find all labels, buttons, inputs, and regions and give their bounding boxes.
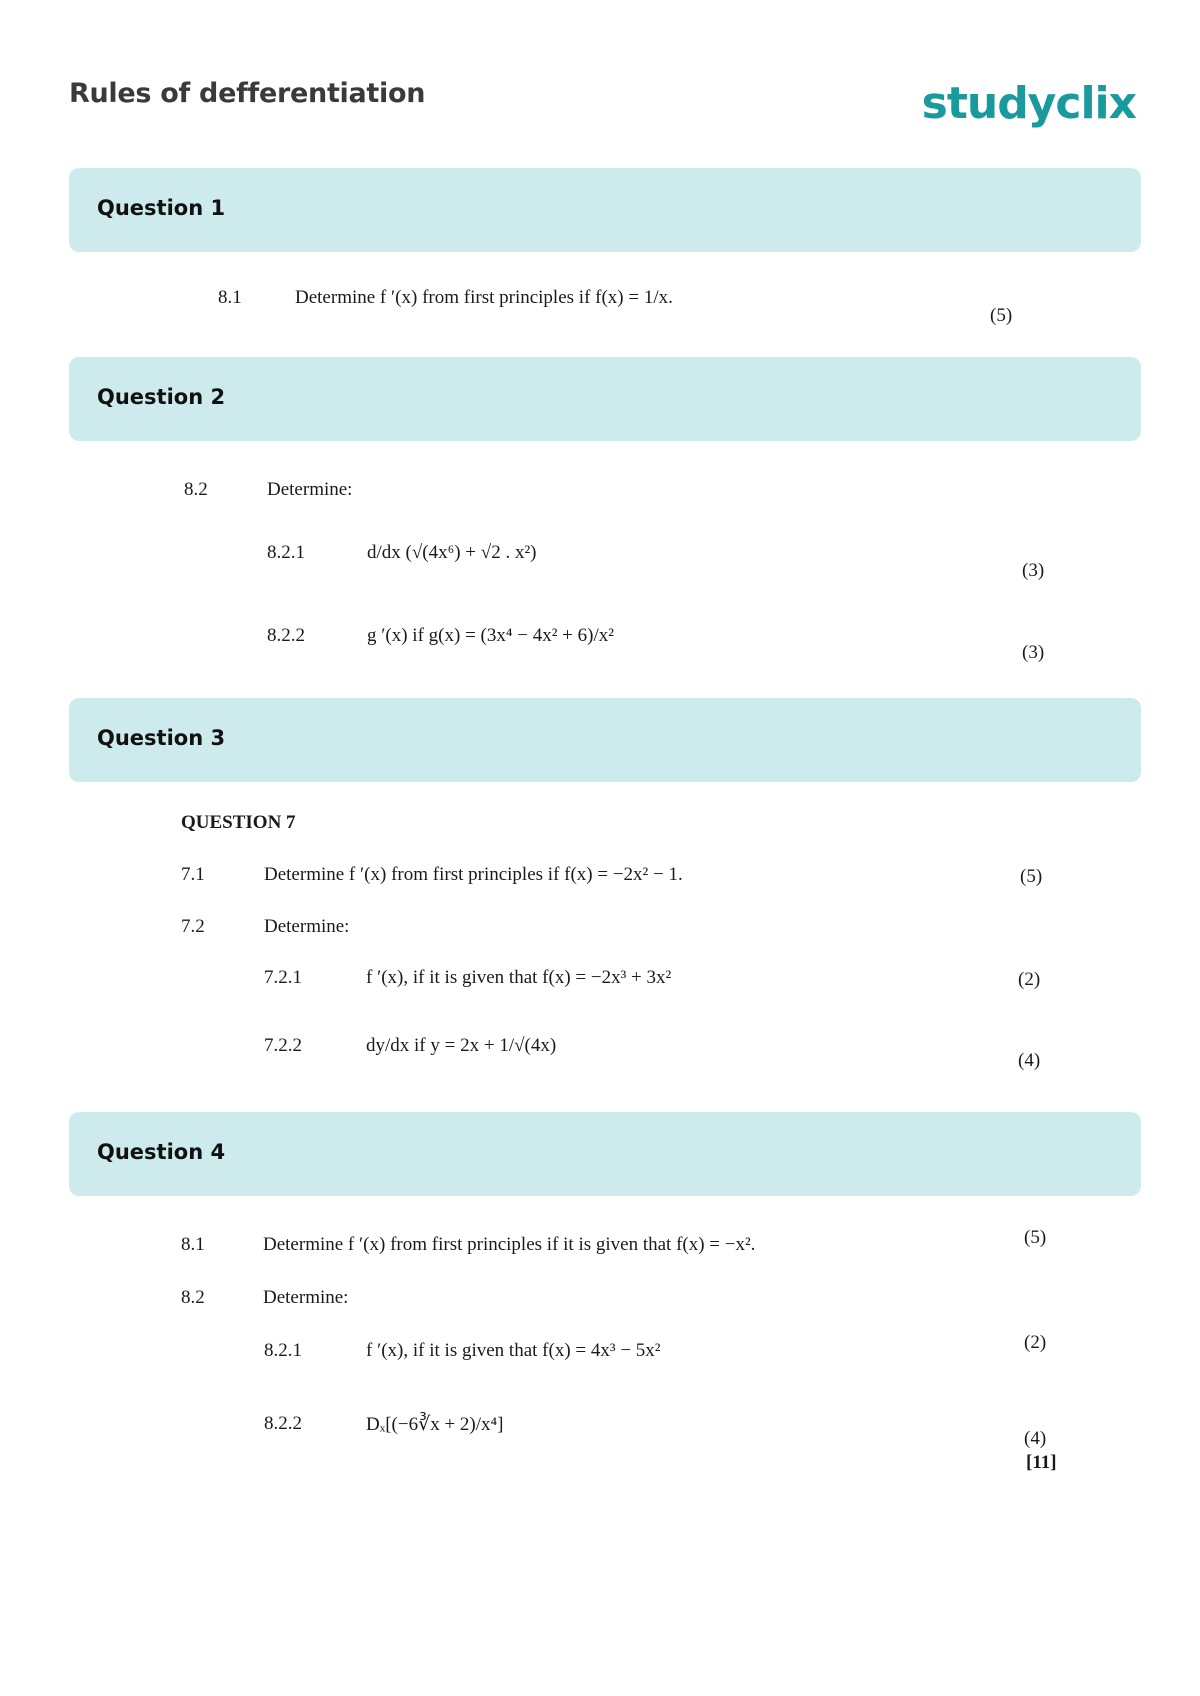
q1-number: 8.1 xyxy=(218,287,242,308)
q4-item-1-number: 8.2.1 xyxy=(264,1340,302,1361)
q3-item-2-expr: dy/dx if y = 2x + 1/√(4x) xyxy=(366,1035,557,1056)
q3-item-1-number: 7.2.1 xyxy=(264,967,302,988)
question-4-label: Question 4 xyxy=(97,1140,226,1164)
q4-item-1-marks: (2) xyxy=(1024,1332,1047,1353)
q4-part-2-text: Determine: xyxy=(263,1287,349,1308)
q3-part-1-text: Determine f ′(x) from first principles if f(x) = −2x² − 1. xyxy=(264,864,683,885)
q3-part-2-number: 7.2 xyxy=(181,916,205,937)
q3-item-2-number: 7.2.2 xyxy=(264,1035,302,1056)
q2-number: 8.2 xyxy=(184,479,208,500)
q3-item-2-marks: (4) xyxy=(1018,1050,1041,1071)
q3-part-1-marks: (5) xyxy=(1020,866,1043,887)
studyclix-logo: studyclix xyxy=(921,78,1136,129)
question-1-bar xyxy=(69,168,1141,252)
q4-item-1-expr: f ′(x), if it is given that f(x) = 4x³ − 5x² xyxy=(366,1340,661,1361)
q3-item-1-expr: f ′(x), if it is given that f(x) = −2x³ + 3x² xyxy=(366,967,672,988)
q2-item-2-number: 8.2.2 xyxy=(267,625,305,646)
q3-heading: QUESTION 7 xyxy=(181,812,296,833)
document-title: Rules of defferentiation xyxy=(69,78,426,109)
q2-item-2-expr: g ′(x) if g(x) = (3x⁴ − 4x² + 6)/x² xyxy=(367,625,614,646)
q3-part-2-text: Determine: xyxy=(264,916,350,937)
q4-total-marks: [11] xyxy=(1026,1452,1057,1473)
q1-marks: (5) xyxy=(990,305,1013,326)
q4-part-1-number: 8.1 xyxy=(181,1234,205,1255)
q4-item-2-expr: Dₓ[(−6∛x + 2)/x⁴] xyxy=(366,1414,504,1435)
q3-item-1-marks: (2) xyxy=(1018,969,1041,990)
q2-item-2-marks: (3) xyxy=(1022,642,1045,663)
question-2-label: Question 2 xyxy=(97,385,226,409)
question-2-bar xyxy=(69,357,1141,441)
question-3-label: Question 3 xyxy=(97,726,226,750)
question-1-label: Question 1 xyxy=(97,196,226,220)
q2-item-1-number: 8.2.1 xyxy=(267,542,305,563)
q4-part-1-marks: (5) xyxy=(1024,1227,1047,1248)
q2-item-1-marks: (3) xyxy=(1022,560,1045,581)
q4-item-2-number: 8.2.2 xyxy=(264,1413,302,1434)
q4-part-1-text: Determine f ′(x) from first principles if it is given that f(x) = −x². xyxy=(263,1234,756,1255)
q3-part-1-number: 7.1 xyxy=(181,864,205,885)
q2-item-1-expr: d/dx (√(4x⁶) + √2 . x²) xyxy=(367,542,537,563)
q1-text: Determine f ′(x) from first principles if f(x) = 1/x. xyxy=(295,287,673,308)
q4-item-2-marks: (4) xyxy=(1024,1428,1047,1449)
q2-intro: Determine: xyxy=(267,479,353,500)
q4-part-2-number: 8.2 xyxy=(181,1287,205,1308)
question-3-bar xyxy=(69,698,1141,782)
question-4-bar xyxy=(69,1112,1141,1196)
